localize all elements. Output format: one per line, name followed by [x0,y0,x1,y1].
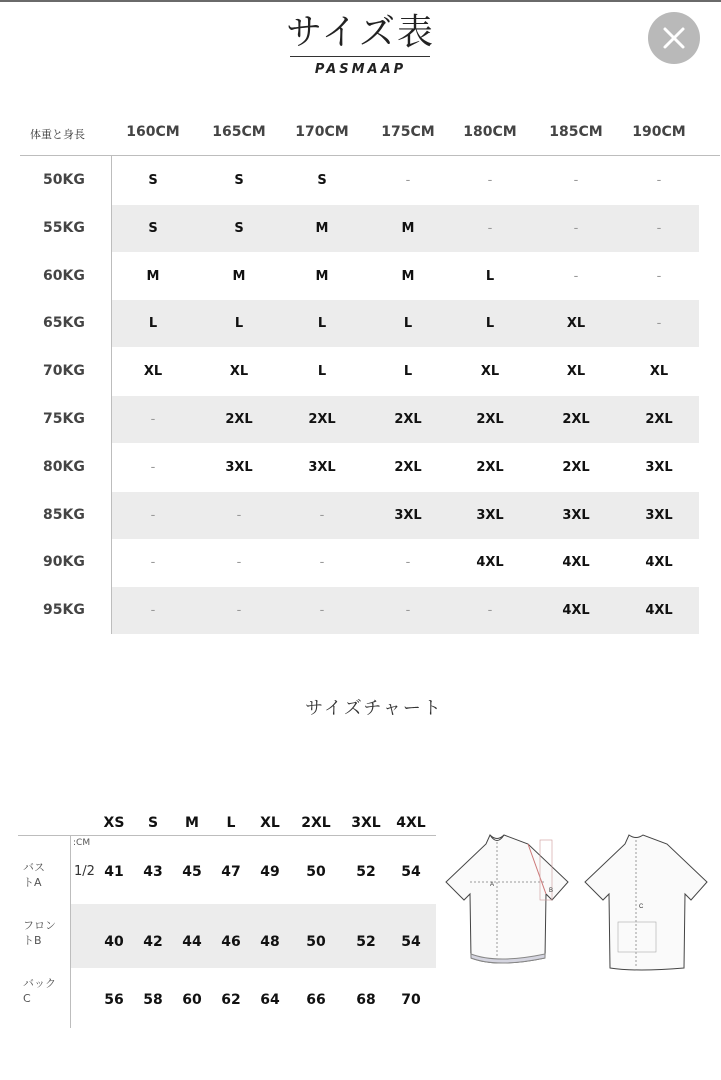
brand-logo: PASMAAP [314,62,407,77]
weight-label: 80KG [43,458,85,475]
size-table-row [0,348,721,395]
size-cell: - [236,555,242,571]
height-header: 190CM [632,124,686,140]
height-header: 165CM [212,124,266,140]
measurement-value: 68 [356,992,376,1008]
height-header: 175CM [381,124,435,140]
size-cell: - [236,507,242,523]
measurement-value: 49 [260,864,280,880]
measurement-value: 54 [401,934,421,950]
size-cell: 3XL [394,507,422,523]
size-header: 3XL [351,815,381,831]
size-chart-header [0,815,440,835]
size-cell: - [405,603,411,619]
measurement-label-line: フロン [23,919,56,932]
size-cell: XL [143,364,163,380]
size-cell: 2XL [476,459,504,475]
size-table-row [0,157,721,204]
diagram-label-b: B [549,888,554,894]
size-cell: M [315,268,329,284]
weight-label: 90KG [43,554,85,571]
size-cell: - [150,555,156,571]
size-table-row [0,253,721,300]
size-chart-title: サイズチャート [305,698,443,719]
measurement-value: 50 [306,864,326,880]
size-cell: M [401,268,415,284]
size-cell: S [317,173,327,188]
size-cell: M [146,268,160,284]
size-cell: - [150,412,156,427]
measurement-value: 62 [221,992,241,1008]
size-cell: 4XL [645,603,673,619]
diagram-label-a: A [490,882,495,888]
size-cell: 2XL [394,459,422,475]
size-cell: 3XL [225,459,253,475]
measurement-label [23,976,69,1006]
size-cell: M [315,220,329,236]
size-cell: - [319,603,325,619]
size-table-row [0,444,721,491]
size-table-row [0,587,721,634]
size-header: XL [260,815,280,831]
size-cell: 2XL [645,412,673,427]
size-cell: S [148,173,158,188]
size-cell: XL [566,316,586,332]
measurement-value: 45 [182,864,202,880]
weight-label: 55KG [43,219,85,236]
measurement-label-line: トB [23,934,42,947]
size-cell: 2XL [225,412,253,427]
half-measure-label: 1/2 [74,864,95,879]
size-table-corner-label: 体重と身長 [30,128,85,141]
size-cell: 3XL [645,459,673,475]
jersey-back-illustration [585,835,707,970]
size-cell: - [656,268,662,284]
size-cell: L [485,268,495,284]
close-button[interactable] [648,12,700,64]
size-cell: - [150,507,156,523]
size-cell: L [148,316,158,332]
measurement-value: 54 [401,864,421,880]
size-cell: L [403,364,413,380]
size-cell: 3XL [645,507,673,523]
measurement-value: 46 [221,934,241,950]
measurement-value: 52 [356,864,376,880]
size-cell: - [405,555,411,571]
size-table-row [0,205,721,252]
measurement-value: 60 [182,992,202,1008]
size-cell: 3XL [476,507,504,523]
size-cell: 4XL [562,555,590,571]
size-cell: XL [566,364,586,380]
size-cell: - [487,173,493,188]
jersey-front-illustration [446,835,568,963]
measurement-value: 41 [104,864,124,880]
size-cell: 3XL [562,507,590,523]
size-cell: L [485,316,495,332]
size-cell: - [573,268,579,284]
size-cell: - [319,555,325,571]
measurement-value: 42 [143,934,163,950]
measurement-label-line: バス [23,861,45,874]
size-cell: - [405,173,411,188]
measurement-value: 52 [356,934,376,950]
close-icon [661,25,687,51]
size-cell: - [573,173,579,188]
size-cell: 2XL [562,459,590,475]
size-cell: XL [229,364,249,380]
weight-label: 95KG [43,602,85,619]
size-cell: S [148,220,158,236]
weight-label: 60KG [43,267,85,284]
size-cell: - [656,220,662,236]
size-cell: L [234,316,244,332]
size-cell: - [487,220,493,236]
measurement-value: 56 [104,992,124,1008]
size-cell: 2XL [308,412,336,427]
size-table-header [0,124,721,144]
size-header: S [147,815,159,831]
top-divider [0,0,721,2]
size-table-row [0,300,721,347]
weight-label: 75KG [43,411,85,427]
size-cell: - [319,507,325,523]
size-cell: 4XL [562,603,590,619]
weight-label: 85KG [43,506,85,523]
unit-label: :CM [73,838,91,848]
size-cell: M [232,268,246,284]
measurement-label-line: C [23,992,31,1005]
measurement-value: 50 [306,934,326,950]
size-cell: 4XL [645,555,673,571]
weight-label: 50KG [43,172,85,188]
weight-label: 65KG [43,315,85,332]
size-cell: L [317,364,327,380]
size-chart-row [0,904,440,968]
measurement-value: 40 [104,934,124,950]
size-chart-divider [18,835,436,836]
size-table-row [0,539,721,586]
size-cell: 4XL [476,555,504,571]
measurement-label [23,860,69,890]
measurement-value: 70 [401,992,421,1008]
measurement-value: 43 [143,864,163,880]
measurement-value: 58 [143,992,163,1008]
diagram-label-c: C [639,904,644,910]
height-header: 160CM [126,124,180,140]
size-header: 2XL [301,815,331,831]
size-header: 4XL [396,815,426,831]
weight-label: 70KG [43,363,85,380]
size-header: M [185,815,199,831]
size-cell: L [403,316,413,332]
size-header: XS [103,815,125,831]
size-cell: - [656,173,662,188]
size-cell: S [234,173,244,188]
size-cell: - [487,603,493,619]
size-cell: 2XL [476,412,504,427]
size-cell: XL [649,364,669,380]
size-table-divider [20,155,720,156]
height-header: 180CM [463,124,517,140]
size-cell: - [150,459,156,475]
height-header: 170CM [295,124,349,140]
brand-underline [290,56,430,57]
size-cell: - [150,603,156,619]
measurement-value: 64 [260,992,280,1008]
size-cell: XL [480,364,500,380]
measurement-value: 48 [260,934,280,950]
size-cell: 2XL [562,412,590,427]
size-table-row [0,492,721,539]
size-cell: - [573,220,579,236]
height-header: 185CM [549,124,603,140]
size-chart-row [0,968,440,1032]
measurement-value: 44 [182,934,202,950]
size-cell: M [401,220,415,236]
measurement-label-line: バック [23,977,56,990]
size-cell: - [236,603,242,619]
jersey-diagram [440,830,715,980]
measurement-value: 47 [221,864,241,880]
size-cell: - [656,316,662,332]
size-cell: 2XL [394,412,422,427]
measurement-label [23,918,69,948]
measurement-label-line: トA [23,876,42,889]
size-header: L [226,815,236,831]
size-chart-row [0,840,440,904]
measurement-value: 66 [306,992,326,1008]
size-table-row [0,396,721,443]
size-cell: 3XL [308,459,336,475]
size-cell: S [234,220,244,236]
size-cell: L [317,316,327,332]
page-title: サイズ表 [285,12,436,53]
